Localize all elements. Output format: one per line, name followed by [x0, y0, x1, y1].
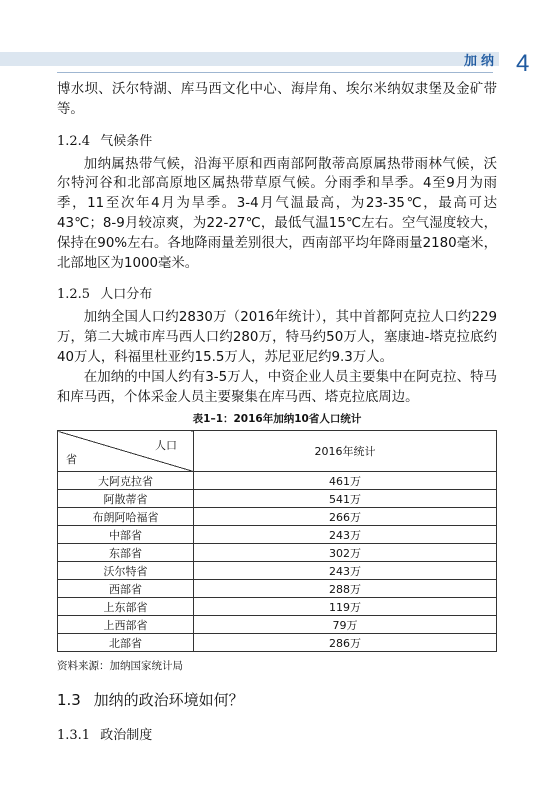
running-header-title: 加纳: [463, 54, 498, 69]
table-row: [58, 490, 497, 508]
section-title: 政治制度: [100, 728, 153, 744]
table-row: [58, 598, 497, 616]
section-heading-politics: [57, 689, 497, 710]
table-row: [58, 544, 497, 562]
column-header-2016: 2016年统计: [194, 431, 497, 472]
header-band: [0, 52, 499, 66]
population-cell: 243万: [194, 562, 497, 580]
population-cell: 302万: [194, 544, 497, 562]
population-cell: 266万: [194, 508, 497, 526]
section-heading-population: [57, 283, 497, 302]
province-cell: 上东部省: [58, 598, 194, 616]
population-cell: 119万: [194, 598, 497, 616]
province-cell: 中部省: [58, 526, 194, 544]
corner-label-province: 省: [66, 453, 77, 467]
population-cell: 541万: [194, 490, 497, 508]
province-cell: 阿散蒂省: [58, 490, 194, 508]
section-heading-political-system: [57, 724, 497, 743]
table-row: [58, 616, 497, 634]
population-cell: 288万: [194, 580, 497, 598]
table-header-row: [58, 431, 497, 472]
page-content: [57, 80, 497, 749]
population-table: [57, 430, 497, 652]
section-heading-climate: [57, 130, 497, 149]
province-cell: 上西部省: [58, 616, 194, 634]
province-cell: 布朗阿哈福省: [58, 508, 194, 526]
table-row: [58, 580, 497, 598]
table-caption: 表1–1：2016年加纳10省人口统计: [192, 413, 362, 426]
population-cell: 286万: [194, 634, 497, 652]
population-cell: 461万: [194, 472, 497, 490]
province-cell: 沃尔特省: [58, 562, 194, 580]
population-paragraph-1: 加纳全国人口约2830万（2016年统计），其中首都阿克拉人口约229万，第二大城市库马西人口约280万，特马约50万人，塞康迪-塔克拉底约40万人，科福里杜亚约15.5万人，苏尼亚尼约9.3万人。: [57, 310, 497, 365]
table-body: [58, 472, 497, 652]
corner-label-population: 人口: [155, 439, 177, 453]
climate-paragraph: 加纳属热带气候，沿海平原和西南部阿散蒂高原属热带雨林气候，沃尔特河谷和北部高原地区属热带草原气候。分雨季和旱季。4至9月为雨季，11至次年4月为旱季。3-4月气温最高，为23-35℃，最高可达43℃；8-9月较凉爽，为22-27℃，最低气温15℃左右。空气湿度较大，保持在90%左右。各地降雨量差别很大，西南部平均年降雨量2180毫米，北部地区为1000毫米。: [57, 156, 497, 271]
table-corner-cell: [58, 431, 194, 472]
table-row: [58, 634, 497, 652]
header-rule: [57, 72, 493, 73]
province-cell: 西部省: [58, 580, 194, 598]
section-title: 加纳的政治环境如何？: [93, 691, 244, 710]
table-row: [58, 562, 497, 580]
province-cell: 东部省: [58, 544, 194, 562]
page-number: 4: [516, 50, 530, 77]
population-cell: 79万: [194, 616, 497, 634]
section-number: 1.2.4: [57, 133, 91, 149]
section-title: 气候条件: [100, 133, 153, 149]
population-cell: 243万: [194, 526, 497, 544]
section-number: 1.3.1: [57, 728, 91, 744]
table-row: [58, 508, 497, 526]
table-row: [58, 472, 497, 490]
intro-paragraph: 博水坝、沃尔特湖、库马西文化中心、海岸角、埃尔米纳奴隶堡及金矿带等。: [57, 82, 497, 117]
province-cell: 北部省: [58, 634, 194, 652]
section-number: 1.2.5: [57, 287, 91, 303]
province-cell: 大阿克拉省: [58, 472, 194, 490]
section-number: 1.3: [57, 691, 81, 710]
table-row: [58, 526, 497, 544]
table-source-note: 资料来源：加纳国家统计局: [57, 660, 183, 673]
population-paragraph-2: 在加纳的中国人约有3-5万人，中资企业人员主要集中在阿克拉、特马和库马西，个体采金人员主要聚集在库马西、塔克拉底周边。: [57, 369, 497, 405]
section-title: 人口分布: [100, 287, 153, 303]
